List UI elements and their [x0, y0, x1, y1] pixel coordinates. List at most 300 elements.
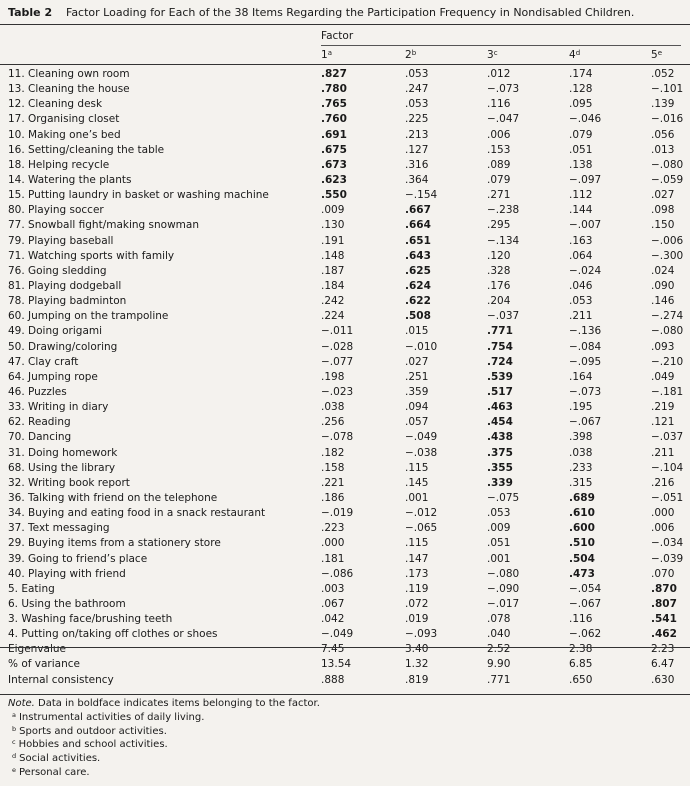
summary-label: Eigenvalue — [8, 643, 67, 656]
factor-2-cell: .145 — [405, 476, 429, 489]
factor-1-cell: −.019 — [321, 507, 354, 520]
factor-5-cell: .093 — [651, 340, 675, 353]
item-label: 12. Cleaning desk — [8, 98, 103, 111]
factor-4-cell: .315 — [569, 476, 593, 489]
table-row — [0, 612, 690, 627]
factor-2-cell: .225 — [405, 113, 429, 126]
table-row — [0, 582, 690, 597]
factor-1-cell: .673 — [321, 158, 347, 171]
factor-5-cell: .090 — [651, 279, 675, 292]
factor-2-cell: .667 — [405, 204, 431, 217]
factor-2-cell: .127 — [405, 143, 429, 156]
factor-2-cell: .019 — [405, 613, 429, 626]
item-label: 46. Puzzles — [8, 385, 67, 398]
table-row — [0, 324, 690, 339]
factor-5-cell: .006 — [651, 522, 675, 535]
factor-3-cell: 2.52 — [487, 643, 511, 656]
factor-5-cell: .013 — [651, 143, 675, 156]
factor-5-cell: .056 — [651, 128, 675, 141]
factor-4-cell: .689 — [569, 491, 595, 504]
factor-2-cell: .213 — [405, 128, 429, 141]
factor-2-cell: .622 — [405, 295, 431, 308]
table-row — [0, 294, 690, 309]
factor-4-cell: .233 — [569, 461, 593, 474]
factor-2-cell: .001 — [405, 491, 429, 504]
factor-3-cell: .463 — [487, 401, 513, 414]
factor-4-cell: .610 — [569, 507, 595, 520]
factor-2-cell: .359 — [405, 385, 429, 398]
factor-5-cell: .216 — [651, 476, 675, 489]
factor-5-cell: .121 — [651, 416, 675, 429]
item-label: 37. Text messaging — [8, 522, 110, 535]
table-row — [0, 112, 690, 127]
table-notes — [8, 698, 320, 781]
factor-2-cell: −.065 — [405, 522, 438, 535]
factor-3-cell: .078 — [487, 613, 511, 626]
summary-row — [0, 673, 690, 688]
table-row — [0, 188, 690, 203]
table-row — [0, 355, 690, 370]
factor-4-cell: .211 — [569, 310, 593, 323]
factor-3-cell: .375 — [487, 446, 513, 459]
factor-3-cell: .539 — [487, 370, 513, 383]
factor-1-cell: .223 — [321, 522, 345, 535]
factor-1-cell: .550 — [321, 189, 347, 202]
factor-2-cell: −.049 — [405, 431, 438, 444]
factor-5-cell: .000 — [651, 507, 675, 520]
factor-3-cell: 9.90 — [487, 658, 511, 671]
factor-2-cell: .094 — [405, 401, 429, 414]
factor-1-cell: −.011 — [321, 325, 354, 338]
factor-4-cell: .046 — [569, 279, 593, 292]
factor-2-cell: −.010 — [405, 340, 438, 353]
factor-1-cell: .675 — [321, 143, 347, 156]
factor-2-cell: .115 — [405, 537, 429, 550]
factor-3-cell: .079 — [487, 173, 511, 186]
column-header-3: 3$^c$ — [487, 49, 498, 61]
factor-3-cell: .771 — [487, 673, 511, 686]
factor-4-cell: −.136 — [569, 325, 602, 338]
factor-1-cell: .780 — [321, 83, 347, 96]
table-row — [0, 97, 690, 112]
factor-2-cell: .015 — [405, 325, 429, 338]
footnote-c: $^c$ Hobbies and school activities. — [12, 738, 168, 751]
factor-3-cell: .771 — [487, 325, 513, 338]
factor-2-cell: .247 — [405, 83, 429, 96]
footnote-d: $^d$ Social activities. — [12, 752, 101, 765]
factor-4-cell: .051 — [569, 143, 593, 156]
factor-5-cell: −.181 — [651, 385, 684, 398]
factor-4-cell: 6.85 — [569, 658, 593, 671]
factor-5-cell: .870 — [651, 582, 677, 595]
item-label: 32. Writing book report — [8, 476, 130, 489]
factor-1-cell: .242 — [321, 295, 345, 308]
factor-3-cell: .295 — [487, 219, 511, 232]
factor-3-cell: .328 — [487, 264, 511, 277]
factor-1-cell: .224 — [321, 310, 345, 323]
factor-5-cell: −.006 — [651, 234, 684, 247]
factor-1-cell: .198 — [321, 370, 345, 383]
item-label: 13. Cleaning the house — [8, 83, 130, 96]
table-title-bar — [0, 0, 690, 25]
table-row — [0, 415, 690, 430]
factor-1-cell: .009 — [321, 204, 345, 217]
item-label: 3. Washing face/brushing teeth — [8, 613, 173, 626]
factor-3-cell: .355 — [487, 461, 513, 474]
factor-4-cell: .510 — [569, 537, 595, 550]
column-header-4: 4$^d$ — [569, 49, 581, 61]
table-row — [0, 552, 690, 567]
factor-3-cell: .204 — [487, 295, 511, 308]
factor-4-cell: −.024 — [569, 264, 602, 277]
factor-3-cell: .089 — [487, 158, 511, 171]
item-label: 17. Organising closet — [8, 113, 120, 126]
item-label: 11. Cleaning own room — [8, 68, 130, 80]
table-row — [0, 309, 690, 324]
item-label: 18. Helping recycle — [8, 158, 110, 171]
table-row — [0, 249, 690, 264]
item-label: 60. Jumping on the trampoline — [8, 310, 169, 323]
factor-4-cell: .174 — [569, 68, 593, 80]
table-caption: Factor Loading for Each of the 38 Items Regarding the Participation Frequency in Nondisabled Children. — [66, 6, 635, 19]
factor-3-cell: .454 — [487, 416, 513, 429]
factor-1-cell: .181 — [321, 552, 345, 565]
table-row — [0, 627, 690, 642]
factor-5-cell: −.039 — [651, 552, 684, 565]
footnote-b: $^b$ Sports and outdoor activities. — [12, 724, 167, 737]
factor-4-cell: .128 — [569, 83, 593, 96]
factor-2-cell: .624 — [405, 279, 431, 292]
item-label: 33. Writing in diary — [8, 401, 109, 414]
factor-5-cell: −.080 — [651, 158, 684, 171]
factor-2-cell: −.012 — [405, 507, 438, 520]
factor-4-cell: −.062 — [569, 628, 602, 641]
factor-2-cell: .119 — [405, 582, 429, 595]
item-label: 68. Using the library — [8, 461, 116, 474]
factor-4-cell: .116 — [569, 613, 593, 626]
table-row — [0, 461, 690, 476]
factor-3-cell: .116 — [487, 98, 511, 111]
factor-5-cell: .146 — [651, 295, 675, 308]
factor-1-cell: .256 — [321, 416, 345, 429]
item-label: 39. Going to friend’s place — [8, 552, 148, 565]
factor-2-cell: .147 — [405, 552, 429, 565]
factor-5-cell: .139 — [651, 98, 675, 111]
factor-3-cell: −.047 — [487, 113, 520, 126]
item-label: 16. Setting/cleaning the table — [8, 143, 165, 156]
table-bottom-rule — [0, 694, 690, 695]
factor-1-cell: .042 — [321, 613, 345, 626]
factor-2-cell: .053 — [405, 68, 429, 80]
factor-1-cell: .003 — [321, 582, 345, 595]
factor-5-cell: .070 — [651, 567, 675, 580]
factor-2-cell: .053 — [405, 98, 429, 111]
factor-header: Factor — [321, 30, 354, 42]
factor-1-cell: .158 — [321, 461, 345, 474]
table-row — [0, 143, 690, 158]
factor-4-cell: .144 — [569, 204, 593, 217]
table-row — [0, 567, 690, 582]
item-label: 6. Using the bathroom — [8, 597, 126, 610]
item-label: 31. Doing homework — [8, 446, 118, 459]
factor-5-cell: 6.47 — [651, 658, 675, 671]
factor-1-cell: .191 — [321, 234, 345, 247]
column-header-5: 5e — [651, 49, 662, 61]
factor-5-cell: −.016 — [651, 113, 684, 126]
item-label: 49. Doing origami — [8, 325, 103, 338]
item-label: 80. Playing soccer — [8, 204, 104, 217]
table-label: Table 2 — [8, 6, 53, 19]
item-label: 36. Talking with friend on the telephone — [8, 491, 218, 504]
factor-1-cell: .827 — [321, 68, 347, 80]
factor-4-cell: .095 — [569, 98, 593, 111]
factor-5-cell: .219 — [651, 401, 675, 414]
factor-4-cell: .504 — [569, 552, 595, 565]
factor-4-cell: −.054 — [569, 582, 602, 595]
table-row — [0, 521, 690, 536]
factor-1-cell: .187 — [321, 264, 345, 277]
item-label: 64. Jumping rope — [8, 370, 98, 383]
item-label: 78. Playing badminton — [8, 295, 127, 308]
factor-3-cell: .120 — [487, 249, 511, 262]
column-header-2: 2$^b$ — [405, 49, 417, 61]
table-row — [0, 446, 690, 461]
factor-5-cell: .024 — [651, 264, 675, 277]
factor-2-cell: .508 — [405, 310, 431, 323]
factor-1-cell: .186 — [321, 491, 345, 504]
factor-1-cell: −.086 — [321, 567, 354, 580]
factor-2-cell: −.093 — [405, 628, 438, 641]
factor-1-cell: .760 — [321, 113, 347, 126]
table-row — [0, 491, 690, 506]
item-label: 5. Eating — [8, 582, 55, 595]
factor-5-cell: .541 — [651, 613, 677, 626]
factor-2-cell: −.038 — [405, 446, 438, 459]
table-body — [0, 67, 690, 688]
table-row — [0, 340, 690, 355]
factor-3-cell: −.090 — [487, 582, 520, 595]
factor-3-cell: −.075 — [487, 491, 520, 504]
factor-4-cell: −.084 — [569, 340, 602, 353]
factor-4-cell: .112 — [569, 189, 593, 202]
factor-3-cell: .517 — [487, 385, 513, 398]
table-row — [0, 506, 690, 521]
item-label: 15. Putting laundry in basket or washing machine — [8, 189, 269, 202]
table-row — [0, 203, 690, 218]
factor-4-cell: .064 — [569, 249, 593, 262]
factor-2-cell: −.154 — [405, 189, 438, 202]
item-label: 79. Playing baseball — [8, 234, 114, 247]
table-row — [0, 173, 690, 188]
table-row — [0, 476, 690, 491]
factor-1-cell: −.049 — [321, 628, 354, 641]
factor-1-cell: .691 — [321, 128, 347, 141]
table-row — [0, 128, 690, 143]
factor-5-cell: −.080 — [651, 325, 684, 338]
factor-2-cell: .625 — [405, 264, 431, 277]
factor-3-cell: .051 — [487, 537, 511, 550]
factor-3-cell: −.238 — [487, 204, 520, 217]
table-row — [0, 264, 690, 279]
table-row — [0, 218, 690, 233]
item-label: 50. Drawing/coloring — [8, 340, 118, 353]
factor-3-cell: .006 — [487, 128, 511, 141]
factor-1-cell: −.028 — [321, 340, 354, 353]
table-row — [0, 430, 690, 445]
factor-4-cell: 2.38 — [569, 643, 593, 656]
factor-4-cell: −.067 — [569, 597, 602, 610]
item-label: 71. Watching sports with family — [8, 249, 175, 262]
factor-5-cell: .052 — [651, 68, 675, 80]
factor-3-cell: .153 — [487, 143, 511, 156]
factor-4-cell: .600 — [569, 522, 595, 535]
factor-5-cell: −.059 — [651, 173, 684, 186]
factor-3-cell: −.037 — [487, 310, 520, 323]
factor-1-cell: .184 — [321, 279, 345, 292]
factor-4-cell: .138 — [569, 158, 593, 171]
factor-2-cell: .251 — [405, 370, 429, 383]
factor-2-cell: 1.32 — [405, 658, 429, 671]
summary-label: Internal consistency — [8, 673, 114, 686]
item-label: 4. Putting on/taking off clothes or shoes — [8, 628, 218, 641]
item-label: 34. Buying and eating food in a snack restaurant — [8, 507, 266, 520]
factor-3-cell: −.017 — [487, 597, 520, 610]
table-row — [0, 597, 690, 612]
factor-3-cell: .001 — [487, 552, 511, 565]
factor-5-cell: −.034 — [651, 537, 684, 550]
item-label: 14. Watering the plants — [8, 173, 132, 186]
note-line: Note. Data in boldface indicates items belonging to the factor. — [8, 698, 320, 709]
factor-1-cell: .888 — [321, 673, 345, 686]
factor-5-cell: .049 — [651, 370, 675, 383]
summary-row — [0, 657, 690, 672]
factor-1-cell: .148 — [321, 249, 345, 262]
factor-3-cell: .012 — [487, 68, 511, 80]
factor-4-cell: .163 — [569, 234, 593, 247]
column-header-1: 1$^a$ — [321, 49, 332, 61]
table-row — [0, 536, 690, 551]
item-label: 47. Clay craft — [8, 355, 79, 368]
factor-3-cell: .271 — [487, 189, 511, 202]
factor-4-cell: −.073 — [569, 385, 602, 398]
factor-5-cell: .098 — [651, 204, 675, 217]
factor-1-cell: 7.45 — [321, 643, 345, 656]
factor-4-cell: −.007 — [569, 219, 602, 232]
factor-3-cell: −.080 — [487, 567, 520, 580]
summary-rule — [0, 647, 690, 648]
item-label: 70. Dancing — [8, 431, 72, 444]
factor-2-cell: .173 — [405, 567, 429, 580]
factor-4-cell: .473 — [569, 567, 595, 580]
factor-4-cell: .195 — [569, 401, 593, 414]
footnote-e: $^e$ Personal care. — [12, 765, 90, 778]
factor-2-cell: .819 — [405, 673, 429, 686]
factor-5-cell: .027 — [651, 189, 675, 202]
factor-2-cell: .643 — [405, 249, 431, 262]
factor-5-cell: −.274 — [651, 310, 684, 323]
factor-3-cell: .009 — [487, 522, 511, 535]
factor-3-cell: .176 — [487, 279, 511, 292]
table-row — [0, 370, 690, 385]
factor-1-cell: −.023 — [321, 385, 354, 398]
factor-2-cell: .027 — [405, 355, 429, 368]
item-label: 77. Snowball fight/making snowman — [8, 219, 199, 232]
factor-1-cell: .623 — [321, 173, 347, 186]
factor-2-cell: .072 — [405, 597, 429, 610]
factor-1-cell: .221 — [321, 476, 345, 489]
factor-4-cell: −.067 — [569, 416, 602, 429]
item-label: 40. Playing with friend — [8, 567, 126, 580]
factor-1-cell: .182 — [321, 446, 345, 459]
factor-3-cell: .339 — [487, 476, 513, 489]
factor-4-cell: .038 — [569, 446, 593, 459]
table-row — [0, 158, 690, 173]
factor-2-cell: .316 — [405, 158, 429, 171]
table-row — [0, 67, 690, 82]
table-row — [0, 279, 690, 294]
factor-4-cell: .079 — [569, 128, 593, 141]
factor-2-cell: .057 — [405, 416, 429, 429]
item-label: 29. Buying items from a stationery store — [8, 537, 221, 550]
factor-2-cell: .664 — [405, 219, 431, 232]
summary-label: % of variance — [8, 658, 80, 671]
factor-1-cell: .130 — [321, 219, 345, 232]
factor-5-cell: .630 — [651, 673, 675, 686]
factor-3-cell: .438 — [487, 431, 513, 444]
factor-5-cell: .462 — [651, 628, 677, 641]
factor-5-cell: .211 — [651, 446, 675, 459]
factor-1-cell: .765 — [321, 98, 347, 111]
factor-4-cell: .164 — [569, 370, 593, 383]
item-label: 62. Reading — [8, 416, 71, 429]
header-rule — [0, 64, 690, 65]
footnote-a: $^a$ Instrumental activities of daily living. — [12, 710, 205, 723]
factor-5-cell: −.101 — [651, 83, 684, 96]
factor-1-cell: −.077 — [321, 355, 354, 368]
factor-3-cell: .040 — [487, 628, 511, 641]
factor-2-cell: .364 — [405, 173, 429, 186]
factor-1-cell: .067 — [321, 597, 345, 610]
factor-4-cell: .053 — [569, 295, 593, 308]
factor-5-cell: −.210 — [651, 355, 684, 368]
factor-1-cell: 13.54 — [321, 658, 352, 671]
factor-5-cell: .150 — [651, 219, 675, 232]
factor-4-cell: −.046 — [569, 113, 602, 126]
table-row — [0, 234, 690, 249]
factor-2-cell: .115 — [405, 461, 429, 474]
table-row — [0, 400, 690, 415]
item-label: 81. Playing dodgeball — [8, 279, 122, 292]
factor-2-cell: 3.40 — [405, 643, 429, 656]
factor-4-cell: .398 — [569, 431, 593, 444]
factor-5-cell: 2.23 — [651, 643, 675, 656]
factor-5-cell: −.037 — [651, 431, 684, 444]
factor-4-cell: .650 — [569, 673, 593, 686]
item-label: 76. Going sledding — [8, 264, 107, 277]
factor-5-cell: −.051 — [651, 491, 684, 504]
factor-1-cell: .000 — [321, 537, 345, 550]
table-row — [0, 82, 690, 97]
factor-1-cell: −.078 — [321, 431, 354, 444]
factor-5-cell: −.104 — [651, 461, 684, 474]
factor-3-cell: −.073 — [487, 83, 520, 96]
factor-5-cell: −.300 — [651, 249, 684, 262]
factor-3-cell: .754 — [487, 340, 513, 353]
summary-row — [0, 642, 690, 657]
factor-3-cell: .724 — [487, 355, 513, 368]
factor-5-cell: .807 — [651, 597, 677, 610]
factor-3-cell: −.134 — [487, 234, 520, 247]
